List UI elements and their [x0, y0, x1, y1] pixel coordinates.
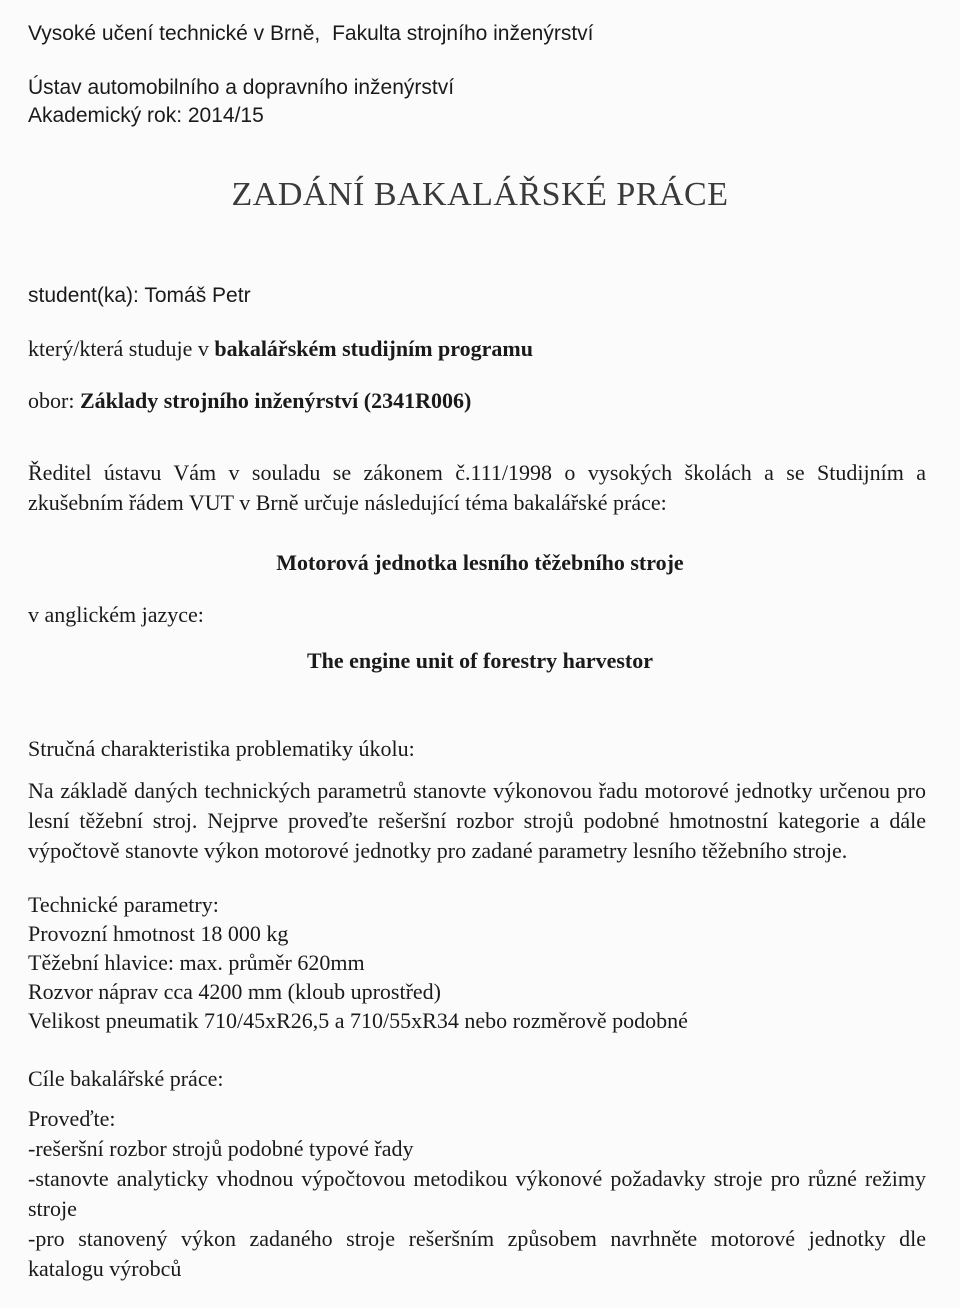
student-label: student(ka): — [28, 284, 139, 307]
field-line — [28, 388, 471, 414]
student-line — [28, 284, 251, 308]
field-name: Základy strojního inženýrství — [79, 388, 359, 413]
param-tires: Velikost pneumatik 710/45xR26,5 a 710/55xR34 nebo rozměrově podobné — [28, 1008, 688, 1033]
document-title: ZADÁNÍ BAKALÁŘSKÉ PRÁCE — [231, 176, 729, 213]
params-heading: Technické parametry: — [28, 892, 219, 917]
university-line — [28, 22, 594, 46]
topic-czech: Motorová jednotka lesního těžebního stroje — [276, 550, 684, 575]
characteristics-text: Na základě daných technických parametrů stanovte výkonovou řadu motorové jednotky určenou pro lesní těžební stroj. Nejprve proveďte rešeršní rozbor strojů podobné hmotnostní kategorie a dále výpočtově stanovte výkon motorové jednotky pro zadané parametry lesního těžebního stroje. — [28, 778, 926, 863]
field-code: (2341R006) — [363, 388, 472, 413]
institute-name: Ústav automobilního a dopravního inženýrství — [28, 76, 455, 99]
technical-parameters — [28, 890, 688, 1035]
goals-intro: Proveďte: — [28, 1106, 116, 1131]
topic-english: The engine unit of forestry harvestor — [306, 648, 654, 673]
goal-item: -rešeršní rozbor strojů podobné typové řady — [28, 1136, 414, 1161]
program-line — [28, 336, 533, 362]
goal-item: -stanovte analyticky vhodnou výpočtovou metodikou výkonové požadavky stroje pro různé režimy stroje — [28, 1166, 926, 1221]
faculty-name: Fakulta strojního inženýrství — [332, 22, 594, 45]
academic-year: Akademický rok: 2014/15 — [28, 104, 264, 127]
param-weight: Provozní hmotnost 18 000 kg — [28, 921, 289, 946]
program-prefix: který/která studuje v — [28, 336, 209, 361]
english-label: v anglickém jazyce: — [28, 602, 204, 627]
goals-heading: Cíle bakalářské práce: — [28, 1066, 224, 1091]
field-label: obor: — [28, 388, 75, 413]
student-name: Tomáš Petr — [144, 284, 251, 307]
param-wheelbase: Rozvor náprav cca 4200 mm (kloub uprostřed) — [28, 979, 441, 1004]
program-name: bakalářském studijním programu — [214, 336, 533, 361]
university-name: Vysoké učení technické v Brně, — [28, 22, 321, 45]
intro-paragraph: Ředitel ústavu Vám v souladu se zákonem č.111/1998 o vysokých školách a se Studijním a zkušebním řádem VUT v Brně určuje následující téma bakalářské práce: — [28, 460, 926, 515]
param-head: Těžební hlavice: max. průměr 620mm — [28, 950, 365, 975]
characteristics-heading: Stručná charakteristika problematiky úkolu: — [28, 736, 415, 761]
goals-list — [28, 1104, 926, 1284]
goal-item: -pro stanovený výkon zadaného stroje rešeršním způsobem navrhněte motorové jednotky dle katalogu výrobců — [28, 1226, 926, 1281]
